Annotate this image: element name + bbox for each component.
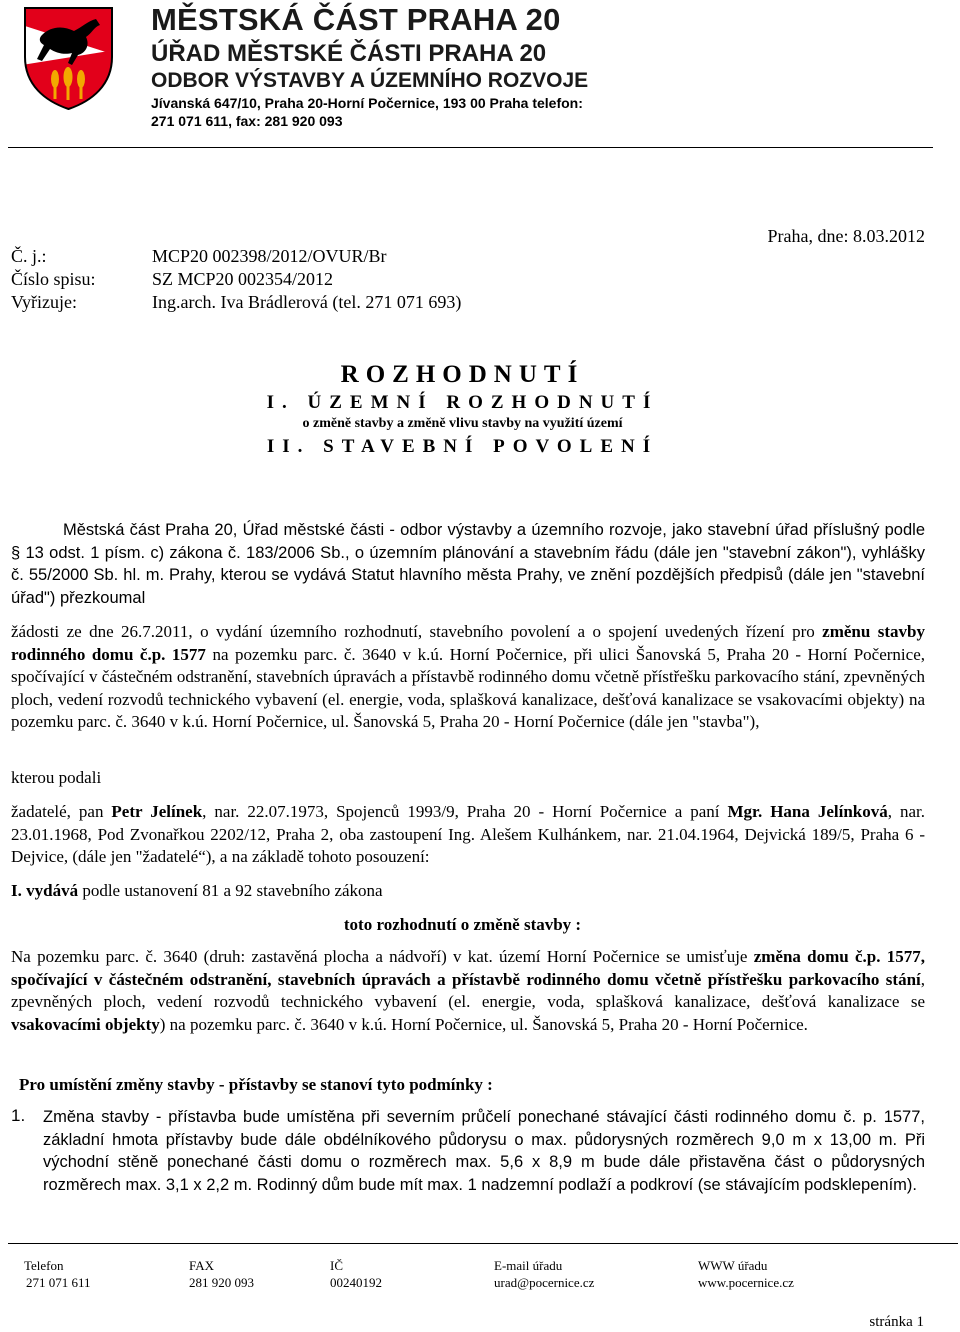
office-phone-fax: 271 071 611, fax: 281 920 093 xyxy=(151,113,343,129)
issuance-basis: podle ustanovení 81 a 92 stavebního zákona xyxy=(78,881,383,900)
page-number: stránka 1 xyxy=(869,1314,924,1330)
footer-ic-value: 00240192 xyxy=(330,1275,382,1290)
coat-of-arms-icon xyxy=(22,5,115,111)
applicants-text-a: žadatelé, pan xyxy=(11,802,112,821)
applicant-2-name: Mgr. Hana Jelínková xyxy=(727,802,888,821)
footer-email xyxy=(494,1257,594,1291)
decision-text-a: Na pozemku parc. č. 3640 (druh: zastavěná plocha a nádvoří) v kat. území Horní Počernice se umisťuje xyxy=(11,947,754,966)
department-name: ODBOR VÝSTAVBY A ÚZEMNÍHO ROZVOJE xyxy=(151,69,589,92)
office-address: Jívanská 647/10, Praha 20-Horní Počernice, 193 00 Praha telefon: xyxy=(151,95,583,111)
request-subject: změnu stavby rodinného domu č.p. 1577 xyxy=(11,622,925,664)
condition-1-number: 1. xyxy=(11,1106,26,1125)
decision-text-e: ) na pozemku parc. č. 3640 v k.ú. Horní Počernice, ul. Šanovská 5, Praha 20 - Horní Počernice. xyxy=(159,1014,808,1034)
section-1-title: I. ÚZEMNÍ ROZHODNUTÍ xyxy=(266,392,659,413)
section-2-title: II. STAVEBNÍ POVOLENÍ xyxy=(266,436,659,457)
spis-value: SZ MCP20 002354/2012 xyxy=(152,269,334,289)
issuance-verb: I. vydává xyxy=(11,881,79,900)
decision-heading: toto rozhodnutí o změně stavby : xyxy=(343,915,582,934)
office-name-line2: ÚŘAD MĚSTSKÉ ČÁSTI PRAHA 20 xyxy=(151,40,547,67)
decision-paragraph xyxy=(11,946,925,1036)
footer-telefon-label: Telefon xyxy=(24,1258,64,1273)
conditions-heading: Pro umístění změny stavby - přístavby se stanoví tyto podmínky : xyxy=(19,1075,493,1094)
cj-label: Č. j.: xyxy=(11,246,47,266)
request-text-c: na pozemku parc. č. 3640 v k.ú. Horní Počernice, při ulici Šanovská 5, Praha 20 - Horní Počernice, spočívající v částečném odstranění, stavebních úpravách a přístavbě rodinného domu včetně přístřešku parkovacího stání, zpevněných ploch, vedení rozvodů technického vybavení (el. energie, voda, splašková kanalizace, dešťová kanalizace se vsakovacími objekty) na pozemku parc. č. 3640 v k.ú. Horní Počernice, ul. Šanovská 5, Praha 20 - Horní Počernice (dále jen "stavba"), xyxy=(11,644,925,731)
footer-fax-value: 281 920 093 xyxy=(189,1275,254,1290)
footer-fax-label: FAX xyxy=(189,1258,215,1273)
submitted-by: kterou podali xyxy=(11,768,102,787)
condition-1-text: Změna stavby - přístavba bude umístěna při severním průčelí ponechané stávající části rodinného domu č. p. 1577, základní hmota přístavby bude dále obdélníkového půdorysu o max. půdorysných rozměrech 9,0 m x 13,00 m. Při východní stěně ponechané části domu o rozměrech max. 5,6 x 8,9 m bude dále přistavěna část o půdorysných rozměrech max. 3,1 x 2,2 m. Rodinný dům bude mít max. 1 nadzemní podlaží a podkroví (se stávajícím podsklepením). xyxy=(43,1108,925,1194)
document-date: Praha, dne: 8.03.2012 xyxy=(767,226,925,246)
footer-www-link[interactable]: www.pocernice.cz xyxy=(698,1275,794,1290)
decision-subject: změna domu č.p. 1577, spočívající v částečném odstranění, stavebních úpravách a přístavbě rodinného domu včetně přístřešku parkovacího stání xyxy=(11,947,925,989)
office-name-line1: MĚSTSKÁ ČÁST PRAHA 20 xyxy=(151,2,561,37)
header-divider xyxy=(8,147,933,148)
vyrizuje-value: Ing.arch. Iva Brádlerová (tel. 271 071 693) xyxy=(152,292,462,312)
footer-telefon xyxy=(24,1257,91,1291)
footer-telefon-value: 271 071 611 xyxy=(26,1275,91,1290)
footer-divider xyxy=(8,1243,958,1244)
decision-text-c: , zpevněných ploch, vedení rozvodů technického vybavení (el. energie, voda, splašková kanalizace, dešťová kanalizace se xyxy=(11,969,925,1011)
footer-www xyxy=(698,1257,794,1291)
applicants-paragraph xyxy=(11,801,925,869)
section-1-subtitle: o změně stavby a změně vlivu stavby na využití území xyxy=(302,416,623,431)
footer-www-label: WWW úřadu xyxy=(698,1258,768,1273)
cj-value: MCP20 002398/2012/OVUR/Br xyxy=(152,246,387,266)
footer-ic-label: IČ xyxy=(330,1258,343,1273)
footer-email-link[interactable]: urad@pocernice.cz xyxy=(494,1275,595,1290)
request-paragraph xyxy=(11,621,925,734)
applicant-1-name: Petr Jelínek xyxy=(111,802,203,821)
vyrizuje-label: Vyřizuje: xyxy=(11,292,77,312)
footer-fax xyxy=(189,1257,254,1291)
footer-ic xyxy=(330,1257,382,1291)
intro-paragraph: Městská část Praha 20, Úřad městské části - odbor výstavby a územního rozvoje, jako stavební úřad příslušný podle § 13 odst. 1 písm. c) zákona č. 183/2006 Sb., o územním plánování a stavebním řádu (dále jen "stavební zákon"), vyhlášky č. 55/2000 Sb. hl. m. Prahy, kterou se vydává Statut hlavního města Prahy, ve znění pozdějších předpisů (dále jen "stavební úřad") přezkoumal xyxy=(11,521,925,607)
footer-email-label: E-mail úřadu xyxy=(494,1258,563,1273)
spis-label: Číslo spisu: xyxy=(11,269,96,289)
applicants-text-e: , nar. 23.01.1968, Pod Zvonařkou 2202/12, Praha 2, oba zastoupení Ing. Alešem Kulhánkem, nar. 21.04.1964, Dejvická 189/5, Praha 6 - Dejvice, (dále jen "žadatelé“), a na základě tohoto posouzení: xyxy=(11,802,926,866)
issuance-line xyxy=(11,880,925,903)
decision-title: ROZHODNUTÍ xyxy=(340,361,585,388)
applicants-text-c: , nar. 22.07.1973, Spojenců 1993/9, Praha 20 - Horní Počernice a paní xyxy=(202,802,728,821)
request-text-a: žádosti ze dne 26.7.2011, o vydání územního rozhodnutí, stavebního povolení a o spojení uvedených řízení pro xyxy=(11,622,815,641)
decision-subject-2: vsakovacími objekty xyxy=(11,1014,160,1034)
